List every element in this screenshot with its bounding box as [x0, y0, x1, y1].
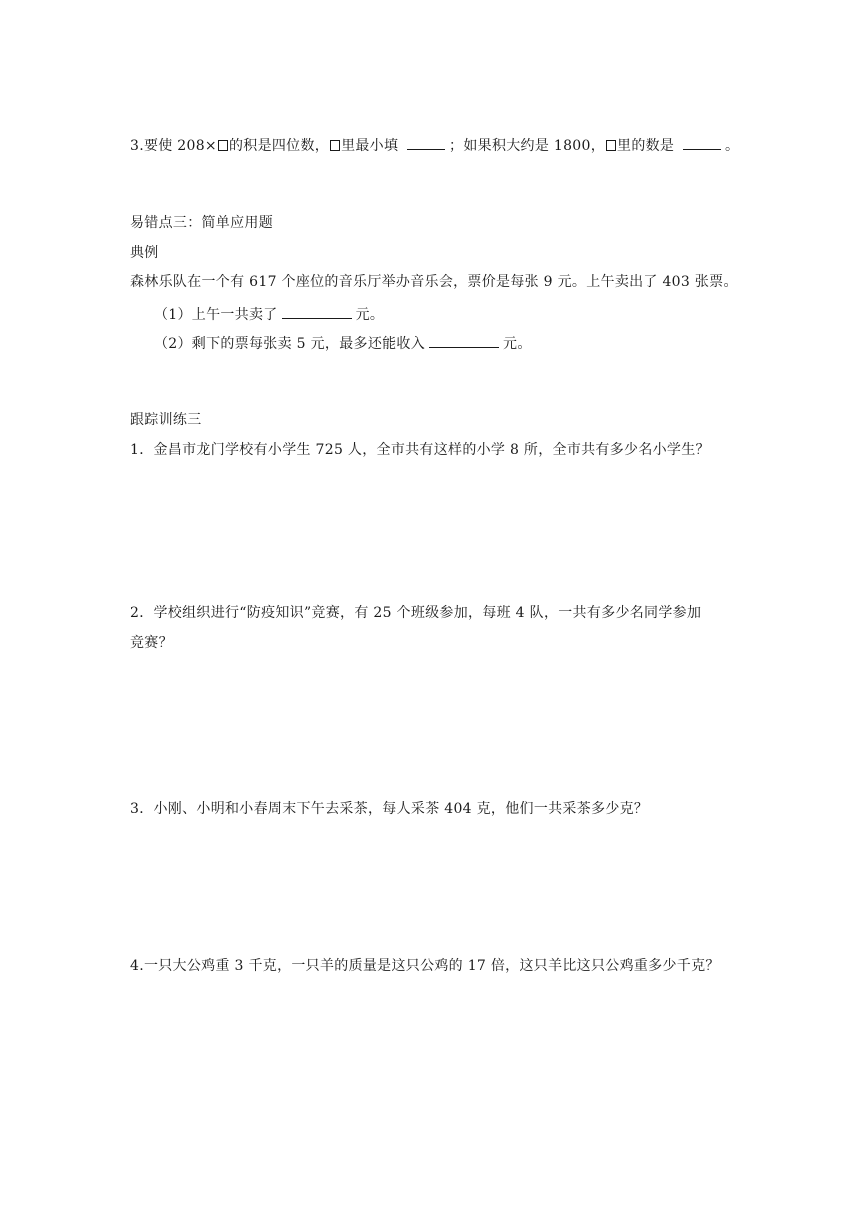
problem-2-line-1: 2．学校组织进行“防疫知识”竞赛，有 25 个班级参加，每班 4 队，一共有多少名同学参加 — [130, 605, 702, 621]
problem-2-line-2: 竞赛？ — [130, 635, 173, 651]
example-q1-suffix: 元。 — [355, 307, 385, 323]
answer-blank[interactable] — [282, 304, 352, 319]
example-question-1 — [154, 304, 384, 322]
practice-title: 跟踪训练三 — [130, 412, 202, 428]
q3-text-part1: 3.要使 208× — [130, 138, 217, 154]
q3-text-part4: ；如果积大约是 1800， — [449, 138, 606, 154]
answer-space[interactable] — [130, 470, 730, 590]
example-q2-suffix: 元。 — [503, 336, 532, 352]
problem-3: 3．小刚、小明和小春周末下午去采茶，每人采茶 404 克，他们一共采茶多少克？ — [130, 801, 649, 817]
answer-space[interactable] — [130, 665, 730, 785]
answer-blank[interactable] — [407, 135, 445, 150]
q3-text-part2: 的积是四位数， — [228, 138, 330, 154]
example-text: 森林乐队在一个有 617 个座位的音乐厅举办音乐会，票价是每张 9 元。上午卖出了 403 张票。 — [130, 274, 738, 290]
answer-space[interactable] — [130, 830, 730, 950]
q3-text-part5: 里的数是 — [617, 138, 675, 154]
fill-question-3 — [130, 135, 739, 153]
q3-text-part6: 。 — [725, 138, 740, 154]
blank-square-icon — [218, 140, 228, 151]
example-q1-prefix: （1）上午一共卖了 — [154, 307, 278, 323]
answer-blank[interactable] — [683, 135, 721, 150]
answer-blank[interactable] — [429, 333, 499, 348]
example-q2-prefix: （2）剩下的票每张卖 5 元，最多还能收入 — [154, 336, 426, 352]
blank-square-icon — [330, 140, 340, 151]
example-label: 典例 — [130, 245, 159, 261]
section-title: 易错点三：简单应用题 — [130, 215, 273, 231]
problem-4: 4.一只大公鸡重 3 千克，一只羊的质量是这只公鸡的 17 倍，这只羊比这只公鸡重多少千克？ — [130, 958, 720, 974]
q3-text-part3: 里最小填 — [341, 138, 399, 154]
example-question-2 — [154, 333, 532, 351]
answer-space[interactable] — [130, 990, 730, 1150]
problem-1: 1．金昌市龙门学校有小学生 725 人，全市共有这样的小学 8 所，全市共有多少名小学生？ — [130, 442, 710, 458]
blank-square-icon — [606, 140, 616, 151]
